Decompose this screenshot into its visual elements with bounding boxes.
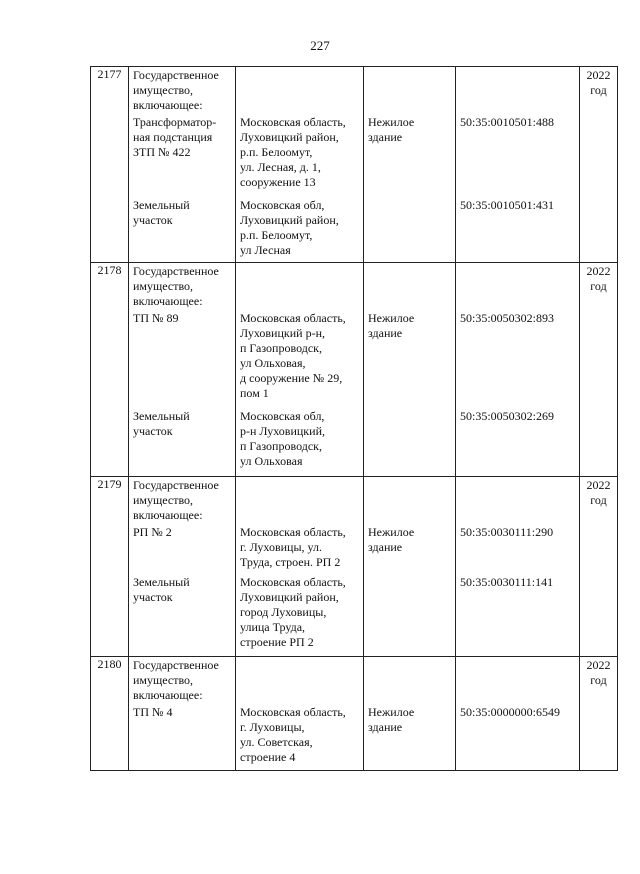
year: 2022 год (586, 478, 611, 507)
property-group-header: Государственное имущество, включающее: (133, 68, 219, 112)
cadastral-number: 50:35:0050302:893 (460, 311, 555, 325)
name-cell (129, 67, 236, 263)
item-type: Нежилое здание (368, 525, 415, 554)
cadastral-number: 50:35:0050302:269 (460, 409, 555, 423)
property-group-header: Государственное имущество, включающее: (133, 264, 219, 308)
row-number: 2180 (91, 657, 129, 771)
year-cell (580, 263, 618, 477)
item-address: Московская область, Луховицкий р-н, п Газопроводск, ул Ольховая, д сооружение № 29, пом 1 (240, 311, 346, 400)
row-number: 2179 (91, 477, 129, 657)
property-registry-table (90, 66, 618, 771)
cadastral-cell (456, 477, 580, 657)
cadastral-number: 50:35:0030111:290 (460, 525, 554, 539)
item-address: Московская область, г. Луховицы, ул. Советская, строение 4 (240, 705, 346, 764)
type-cell (364, 263, 456, 477)
name-cell (129, 263, 236, 477)
type-cell (364, 477, 456, 657)
item-name: Трансформатор- ная подстанция ЗТП № 422 (133, 115, 217, 159)
item-address: Московская обл, Луховицкий район, р.п. Белоомут, ул Лесная (240, 198, 339, 257)
item-type: Нежилое здание (368, 311, 415, 340)
registry-row (91, 263, 618, 477)
item-address: Московская область, Луховицкий район, р.п. Белоомут, ул. Лесная, д. 1, сооружение 13 (240, 115, 346, 189)
cadastral-number: 50:35:0010501:488 (460, 115, 555, 129)
cadastral-cell (456, 263, 580, 477)
item-type: Нежилое здание (368, 705, 415, 734)
property-group-header: Государственное имущество, включающее: (133, 478, 219, 522)
page-number: 227 (310, 38, 330, 53)
item-address: Московская область, г. Луховицы, ул. Труда, строен. РП 2 (240, 525, 346, 569)
address-cell (236, 67, 364, 263)
type-cell (364, 657, 456, 771)
item-type: Нежилое здание (368, 115, 415, 144)
year-cell (580, 67, 618, 263)
item-name: РП № 2 (133, 525, 172, 539)
item-name: Земельный участок (133, 409, 190, 438)
name-cell (129, 657, 236, 771)
item-name: ТП № 89 (133, 311, 179, 325)
property-group-header: Государственное имущество, включающее: (133, 658, 219, 702)
cadastral-number: 50:35:0000000:6549 (460, 705, 561, 719)
row-number: 2177 (91, 67, 129, 263)
cadastral-number: 50:35:0030111:141 (460, 575, 554, 589)
row-number: 2178 (91, 263, 129, 477)
year: 2022 год (586, 68, 611, 97)
address-cell (236, 477, 364, 657)
registry-row (91, 67, 618, 263)
address-cell (236, 263, 364, 477)
cadastral-cell (456, 657, 580, 771)
name-cell (129, 477, 236, 657)
year-cell (580, 477, 618, 657)
year: 2022 год (586, 264, 611, 293)
item-name: ТП № 4 (133, 705, 173, 719)
registry-row (91, 477, 618, 657)
registry-row (91, 657, 618, 771)
type-cell (364, 67, 456, 263)
item-name: Земельный участок (133, 198, 190, 227)
cadastral-number: 50:35:0010501:431 (460, 198, 555, 212)
item-name: Земельный участок (133, 575, 190, 604)
cadastral-cell (456, 67, 580, 263)
item-address: Московская обл, р-н Луховицкий, п Газопроводск, ул Ольховая (240, 409, 325, 468)
year: 2022 год (586, 658, 611, 687)
address-cell (236, 657, 364, 771)
year-cell (580, 657, 618, 771)
item-address: Московская область, Луховицкий район, город Луховицы, улица Труда, строение РП 2 (240, 575, 346, 649)
